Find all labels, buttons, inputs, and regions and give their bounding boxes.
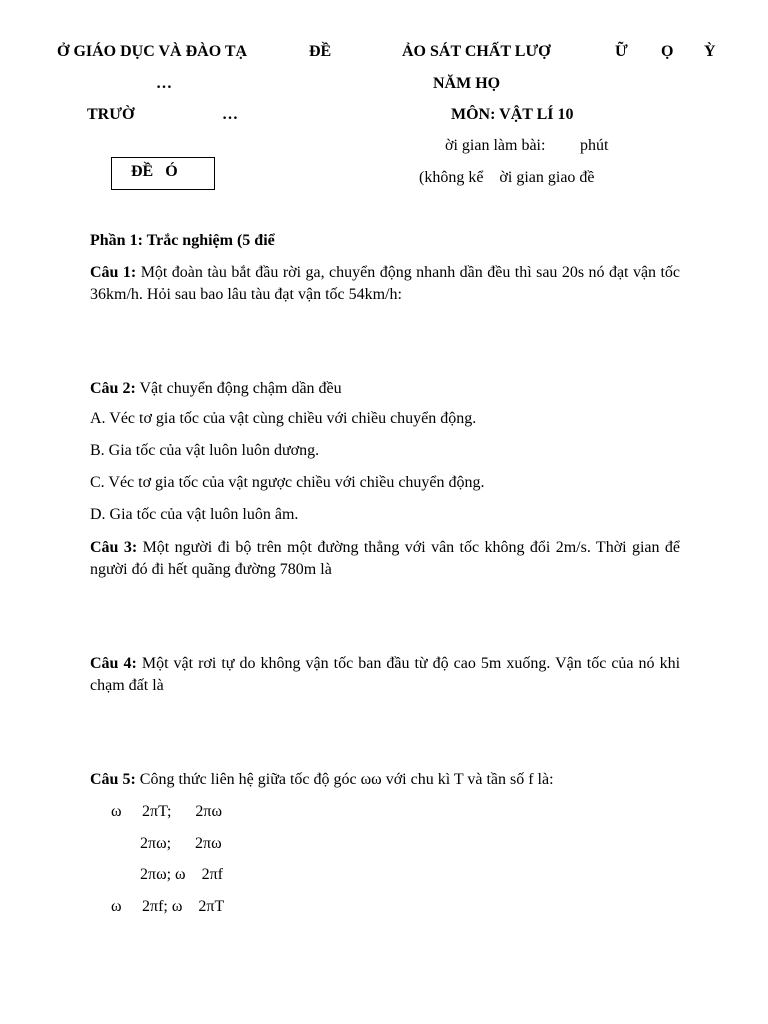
survey-title: ẢO SÁT CHẤT LƯỢ	[402, 43, 551, 60]
question-2	[90, 378, 680, 400]
question-5-label: Câu 5:	[90, 771, 136, 788]
formula-2: 2πω; 2πω	[140, 835, 222, 852]
question-4-label: Câu 4:	[90, 655, 137, 672]
question-3	[90, 537, 680, 581]
question-1	[90, 262, 680, 306]
time-unit: phút	[580, 137, 609, 154]
question-2-option-a: A. Véc tơ gia tốc của vật cùng chiều với chiều chuyển động.	[90, 410, 477, 427]
subject-title: MÔN: VẬT LÍ 10	[451, 106, 574, 123]
question-2-option-c: C. Véc tơ gia tốc của vật ngược chiều với chiều chuyển động.	[90, 474, 485, 491]
school-name: TRƯỜ	[87, 106, 135, 123]
formula-3: 2πω; ω 2πf	[140, 866, 223, 883]
exam-code-box	[111, 157, 215, 190]
exam-word: ĐỀ	[309, 43, 332, 60]
header-dots-2: …	[222, 106, 238, 123]
question-3-label: Câu 3:	[90, 539, 138, 556]
question-5	[90, 769, 680, 791]
dept-title: Ở GIÁO DỤC VÀ ĐÀO TẠ	[57, 43, 248, 60]
header-dots-1: …	[156, 75, 172, 92]
question-2-label: Câu 2:	[90, 380, 136, 397]
question-3-text: Một người đi bộ trên một đường thẳng với vân tốc không đổi 2m/s. Thời gian để người đó đi hết quãng đường 780m là	[90, 539, 681, 578]
header-fragment-2: Ọ	[661, 43, 674, 60]
section-title: Phần 1: Trắc nghiệm (5 điể	[90, 232, 275, 249]
formula-4-lead: ω	[111, 898, 122, 915]
question-4	[90, 653, 680, 697]
time-label: ời gian làm bài:	[445, 137, 546, 154]
formula-1: 2πT; 2πω	[142, 803, 223, 820]
question-2-option-d: D. Gia tốc của vật luôn luôn âm.	[90, 506, 299, 523]
header-fragment-1: Ữ	[615, 43, 628, 60]
question-2-option-b: B. Gia tốc của vật luôn luôn dương.	[90, 442, 320, 459]
header-fragment-3: Ỳ	[704, 43, 716, 60]
question-2-text: Vật chuyển động chậm dần đều	[139, 380, 342, 397]
question-1-label: Câu 1:	[90, 264, 137, 281]
time-note: (không kể ời gian giao đề	[419, 169, 595, 186]
question-1-text: Một đoàn tàu bắt đầu rời ga, chuyển động nhanh dần đều thì sau 20s nó đạt vận tốc 36km/h. Hỏi sau bao lâu tàu đạt vận tốc 54km/h:	[90, 264, 681, 303]
question-5-text: Công thức liên hệ giữa tốc độ góc ωω với chu kì T và tần số f là:	[139, 771, 554, 788]
exam-code-label: ĐỀ Ó	[131, 163, 178, 180]
formula-4: 2πf; ω 2πT	[142, 898, 225, 915]
question-4-text: Một vật rơi tự do không vận tốc ban đầu từ độ cao 5m xuống. Vận tốc của nó khi chạm đất là	[90, 655, 681, 694]
formula-1-lead: ω	[111, 803, 122, 820]
school-year: NĂM HỌ	[433, 75, 501, 92]
